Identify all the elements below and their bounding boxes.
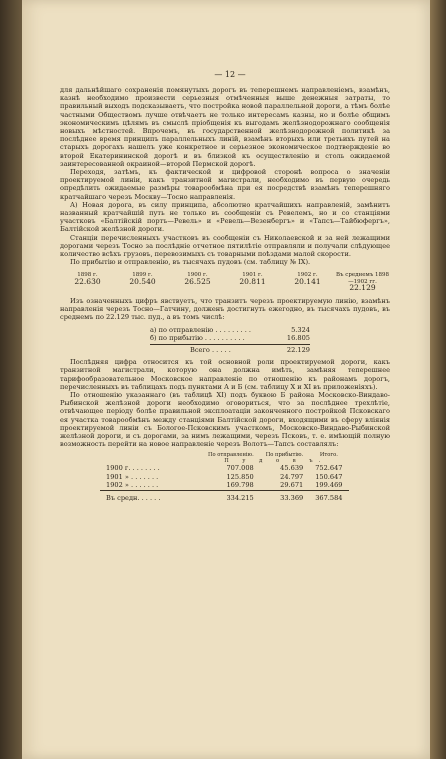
paragraph-7: Послѣдняя цифра относится къ той основной роли проектируемой дороги, какъ транзитной магистрали, которую она должна имѣть, замѣняя теперешнее тарифообразовательное Московское направленіе по отношенію къ районамъ дорогъ, перечисленныхъ въ таблицахъ подъ пунктами А и Б (см. таблицу X и XI въ приложеніяхъ). [60,358,390,391]
col-header-arrival: По прибытію. [265,452,304,459]
table-row: 1901 » . . . . . . . 125.850 24.797 150.647 [106,472,343,481]
col-header-dispatch: По отправленію. [208,452,254,459]
breakdown-a-value: 5.324 [291,325,310,334]
book-binding [0,0,22,759]
paragraph-2: Переходя, затѣмъ, къ фактической и цифровой сторонѣ вопроса о значеніи проектируемой линіи, какъ транзитной магистрали, необходимо въ первую очередь опредѣлить ожидаемые размѣры товарообмѣна при ея посредствѣ взамѣнъ теперешняго кратчайшаго черезъ Москву—Тосно направленія. [60,168,390,201]
paragraph-8: По отношенію указаннаго (въ таблицѣ XI) подъ буквою Б района Московско-Виндаво-Рыбинской желѣзной дороги необходимо оговориться, что за послѣднее трехлѣтіе, отвѣчающее періоду болѣе правильной эксплоатаціи законченного постройкой Псковскаго ея участка товарообмѣнъ между станціями Балтійской дороги, входящими въ сферу вліянія проектируемой линіи съ Бологое-Псковскимъ участкомъ, Московско-Виндаво-Рыбинской желѣзной дороги, и съ дорогами, за нимъ лежащими, черезъ Псковъ, т. е. имѣющій полную возможность перейти на новое направленіе черезъ Волотъ—Тапсъ составлялъ: [60,391,390,449]
year-col: 1898 г. 22.630 [74,272,101,286]
page-edge [430,0,446,759]
years-table [60,272,390,292]
paragraph-5: По прибытію и отправленію, въ тысячахъ пудовъ (см. таблицу № IX). [70,258,311,267]
breakdown-block [150,326,310,355]
paragraph-6: Изъ означенныхъ цифръ явствуетъ, что транзитъ черезъ проектируемую линію, взамѣнъ направленія черезъ Тосно—Гатчину, долженъ достигнуть ежегодно, въ тысячахъ пудовъ, въ среднемъ по 22.129 тыс. пуд., а въ томъ числѣ: [60,296,390,322]
breakdown-total-label: Всего . . . . . [190,345,231,354]
table-row: 1902 » . . . . . . . 169.798 29.671 199.469 [106,481,343,490]
breakdown-a-label: а) по отправленію . . . . . . . . . [150,325,251,334]
year-col: Въ среднемъ 1898—1902 гг. 22.129 [336,272,389,293]
paragraph-1: для дальнѣйшаго сохраненія помянутыхъ дорогъ въ теперешнемъ направленіемъ, взамѣнъ, казнѣ необходимо произвести серьезныя отмѣченныя выше денежныя затраты, то правильный выходъ подсказываетъ, что постройка новой параллельной дороги, а тѣмъ болѣе частными Обществомъ лучше отвѣчаетъ не только интересамъ казны, но и болѣе общимъ экономическимъ цѣлямъ въ смыслѣ пріобщенія къ выгодамъ желѣзнодорожнаго сообщенія новыхъ мѣстностей. Впрочемъ, въ государственной желѣзнодорожной политикѣ за послѣднее время принципъ параллельныхъ линій, взамѣнъ вторыхъ или третьихъ путей на старыхъ дорогахъ нашелъ уже конкретное и серьезное экономическое подтвержденіе во второй Екатерининской дорогѣ и въ близкой къ осуществленію и столь ожидаемой заинтересованной окраиной—второй Пермской дорогѣ. [60,86,390,168]
breakdown-b-value: 16.805 [286,333,310,342]
paragraph-3: А) Новая дорога, въ силу принципа, абсолютно кратчайшихъ направленій, замѣнитъ названный кратчайшій путь не только въ сообщеніи съ Ревелемъ, но и со станціями участковъ «Балтійскій портъ—Ревель» и «Ревель—Везенбергъ» и «Тапсъ—Тайбюфергъ», Балтійской желѣзной дороги. [60,200,390,234]
table-row: 1900 г. . . . . . . . 707.008 45.639 752.647 [106,464,343,473]
flow-table [100,452,349,502]
year-col: 1899 г. 20.540 [129,272,156,286]
col-header-total: Итого. [319,452,338,459]
unit-label: П у д о в ъ. [224,458,327,465]
breakdown-total-value: 22.129 [286,345,310,354]
year-col: 1900 г. 26.525 [184,272,211,286]
year-col: 1901 г. 20.811 [239,272,266,286]
paragraph-4: Станціи перечисленныхъ участковъ въ сообщеніи съ Николаевской и за ней лежащими дорогами черезъ Тосно за послѣдніе отчетное пятилѣтіе отправляли и получали слѣдующее количество всѣхъ грузовъ, перевозимыхъ съ товарными поѣздами малой скорости. [60,233,390,259]
table-row-average: Въ средн. . . . . . 334.215 33.369 367.584 [100,490,349,502]
year-col: 1902 г. 20.141 [294,272,321,286]
page-number: — 12 — [214,70,246,79]
breakdown-b-label: б) по прибытію . . . . . . . . . . [150,333,245,342]
page-content [60,86,390,502]
